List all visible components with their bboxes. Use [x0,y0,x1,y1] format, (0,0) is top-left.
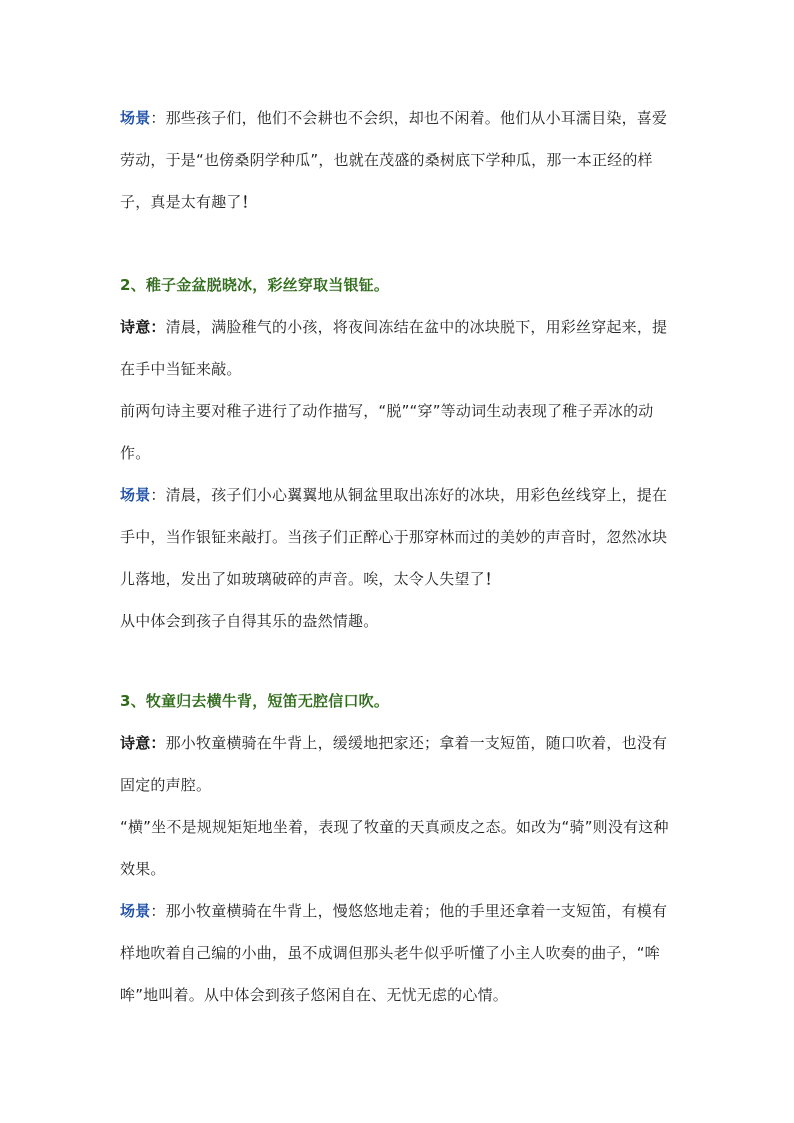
poem-label: 诗意： [120,318,166,336]
scene-text: ：那些孩子们，他们不会耕也不会织，却也不闲着。他们从小耳濡目染，喜爱劳动，于是“也傍桑阴学种瓜”，也就在茂盛的桑树底下学种瓜，那一本正经的样子，真是太有趣了 [120,109,668,211]
scene-text: ：清晨，孩子们小心翼翼地从铜盆里取出冻好的冰块，用彩色丝线穿上，提在手中，当作银钲来敲打。当孩子们正醉心于那穿林而过的美妙的声音时，忽然冰块儿落地，发出了如玻璃破碎的声音。唉，太令人失望了 [120,486,668,588]
poem-label: 诗意： [120,734,166,752]
section2-scene-paragraph [120,474,680,600]
scene-text: ：那小牧童横骑在牛背上，慢悠悠地走着；他的手里还拿着一支短笛，有模有样地吹着自己编的小曲，虽不成调但那头老牛似乎听懂了小主人吹奏的曲子，“哞哞”地叫着。从中体会到孩子悠闲自在、无忧无虑的心情。 [120,902,668,1004]
scene-label: 场景 [120,109,151,127]
section3-analysis-paragraph: “横”坐不是规规矩矩地坐着，表现了牧童的天真顽皮之态。如改为“骑”则没有这种效果。 [120,818,669,878]
scene-end-mark: ！ [484,570,501,588]
section3-heading: 3、牧童归去横牛背，短笛无腔信口吹。 [120,692,390,710]
scene-label: 场景 [120,486,151,504]
scene-end-mark: ！ [241,193,257,211]
section2-conclusion: 从中体会到孩子自得其乐的盎然情趣。 [120,612,379,630]
section1-scene-paragraph [120,97,680,223]
poem-text: 那小牧童横骑在牛背上，缓缓地把家还；拿着一支短笛，随口吹着，也没有固定的声腔。 [120,734,668,794]
scene-label: 场景 [120,902,151,920]
section2-heading: 2、稚子金盆脱晓冰，彩丝穿取当银钲。 [120,276,390,294]
section3-poem-paragraph [120,722,680,806]
section3-scene-paragraph [120,890,680,1016]
section2-poem-paragraph [120,306,680,390]
poem-text: 清晨，满脸稚气的小孩，将夜间冻结在盆中的冰块脱下，用彩丝穿起来，提在手中当钲来敲。 [120,318,668,378]
section2-analysis-paragraph: 前两句诗主要对稚子进行了动作描写，“脱”“穿”等动词生动表现了稚子弄冰的动作。 [120,402,654,462]
